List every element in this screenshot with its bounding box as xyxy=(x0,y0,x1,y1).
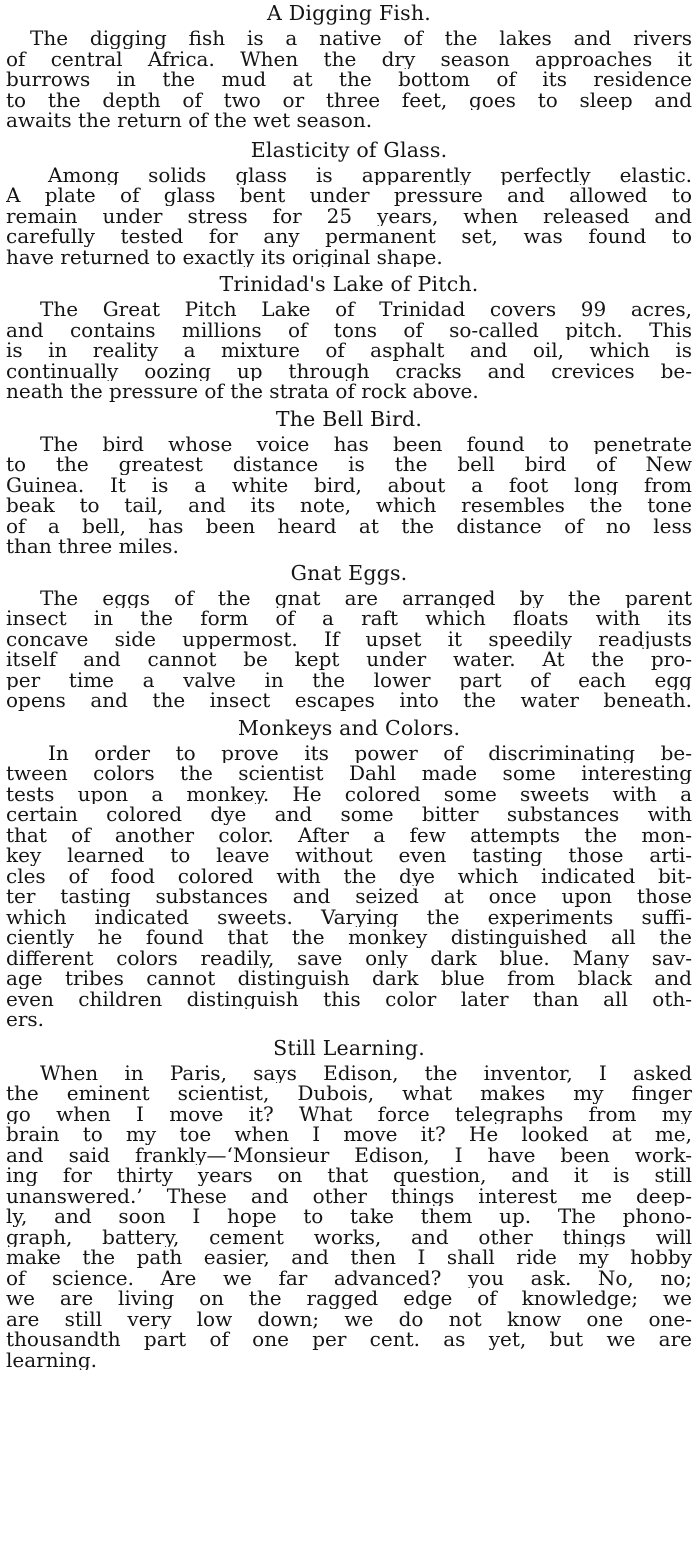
text-line: go when I move it? What force telegraphs from my xyxy=(6,1103,692,1124)
text-line: key learned to leave without even tasting those arti- xyxy=(6,845,692,866)
article-elasticity-of-glass xyxy=(6,139,692,268)
article-title: Still Learning. xyxy=(273,1035,425,1060)
text-line: to the depth of two or three feet, goes to sleep and xyxy=(6,89,692,110)
text-line: awaits the return of the wet season. xyxy=(6,110,373,131)
text-line: we are living on the ragged edge of knowledge; we xyxy=(6,1288,692,1309)
text-line: of science. Are we far advanced? you ask. No, no; xyxy=(6,1267,692,1288)
text-line: ers. xyxy=(6,1009,45,1030)
text-line: than three miles. xyxy=(6,536,179,557)
text-line: concave side uppermost. If upset it speedily readjusts xyxy=(6,628,692,649)
article-title: A Digging Fish. xyxy=(267,1,431,25)
article-title: Gnat Eggs. xyxy=(290,560,408,585)
article-still-learning xyxy=(6,1037,692,1371)
text-line: is in reality a mixture of asphalt and oil, which is xyxy=(6,340,692,361)
text-line: different colors readily, save only dark blue. Many sav- xyxy=(6,947,692,968)
text-line: the eminent scientist, Dubois, what makes my finger xyxy=(6,1083,692,1104)
article-body xyxy=(6,28,692,131)
text-line: tests upon a monkey. He colored some sweets with a xyxy=(6,783,692,804)
article-body xyxy=(6,1063,692,1371)
text-line: certain colored dye and some bitter substances with xyxy=(6,804,692,825)
text-line: The bird whose voice has been found to penetrate xyxy=(40,433,692,454)
newspaper-column xyxy=(6,0,692,1370)
text-line: The digging fish is a native of the lakes and rivers xyxy=(30,28,692,49)
text-line: thousandth part of one per cent. as yet, but we are xyxy=(6,1329,692,1350)
text-line: The eggs of the gnat are arranged by the parent xyxy=(40,587,692,608)
text-line: and said frankly—‘Monsieur Edison, I have been work- xyxy=(6,1144,692,1165)
text-line: remain under stress for 25 years, when released and xyxy=(6,205,692,226)
text-line: unanswered.’ These and other things interest me deep- xyxy=(6,1185,692,1206)
text-line: and contains millions of tons of so-called pitch. This xyxy=(6,319,692,340)
text-line: Among solids glass is apparently perfectly elastic. xyxy=(48,164,692,185)
article-body xyxy=(6,165,692,268)
text-line: In order to prove its power of discriminating be- xyxy=(48,742,692,763)
article-title: Monkeys and Colors. xyxy=(237,715,461,740)
text-line: per time a valve in the lower part of each egg xyxy=(6,669,692,690)
article-title: Trinidad's Lake of Pitch. xyxy=(219,272,479,296)
text-line: continually oozing up through cracks and crevices be- xyxy=(6,360,692,381)
text-line: ing for thirty years on that question, and it is still xyxy=(6,1165,692,1186)
article-bell-bird xyxy=(6,408,692,557)
text-line: itself and cannot be kept under water. At the pro- xyxy=(6,649,692,670)
text-line: beak to tail, and its note, which resembles the tone xyxy=(6,495,692,516)
text-line: have returned to exactly its original shape. xyxy=(6,246,443,267)
text-line: brain to my toe when I move it? He looked at me, xyxy=(6,1124,692,1145)
article-digging-fish xyxy=(6,2,692,131)
text-line: that of another color. After a few attempts the mon- xyxy=(6,824,692,845)
article-body xyxy=(6,299,692,402)
text-line: carefully tested for any permanent set, was found to xyxy=(6,226,692,247)
text-line: neath the pressure of the strata of rock above. xyxy=(6,381,479,402)
text-line: to the greatest distance is the bell bird of New xyxy=(6,454,692,475)
text-line: age tribes cannot distinguish dark blue from black and xyxy=(6,968,692,989)
text-line: tween colors the scientist Dahl made some interesting xyxy=(6,763,692,784)
text-line: insect in the form of a raft which floats with its xyxy=(6,608,692,629)
article-monkeys-and-colors xyxy=(6,717,692,1030)
text-line: burrows in the mud at the bottom of its residence xyxy=(6,69,692,90)
article-title: Elasticity of Glass. xyxy=(250,137,448,162)
text-line: learning. xyxy=(6,1349,98,1370)
article-gnat-eggs xyxy=(6,562,692,711)
article-body xyxy=(6,743,692,1030)
article-body xyxy=(6,434,692,557)
text-line: The Great Pitch Lake of Trinidad covers 99 acres, xyxy=(40,299,692,320)
text-line: make the path easier, and then I shall ride my hobby xyxy=(6,1247,692,1268)
text-line: Guinea. It is a white bird, about a foot long from xyxy=(6,474,692,495)
text-line: When in Paris, says Edison, the inventor, I asked xyxy=(40,1062,692,1083)
text-line: which indicated sweets. Varying the experiments suffi- xyxy=(6,906,692,927)
text-line: A plate of glass bent under pressure and allowed to xyxy=(6,185,692,206)
text-line: cles of food colored with the dye which indicated bit- xyxy=(6,865,692,886)
text-line: even children distinguish this color later than all oth- xyxy=(6,988,692,1009)
article-body xyxy=(6,588,692,711)
text-line: of a bell, has been heard at the distance of no less xyxy=(6,515,692,536)
text-line: ly, and soon I hope to take them up. The phono- xyxy=(6,1206,692,1227)
article-title: The Bell Bird. xyxy=(275,406,423,431)
text-line: of central Africa. When the dry season approaches it xyxy=(6,48,692,69)
text-line: graph, battery, cement works, and other things will xyxy=(6,1226,692,1247)
text-line: ter tasting substances and seized at once upon those xyxy=(6,886,692,907)
article-trinidad-lake-of-pitch xyxy=(6,273,692,402)
text-line: opens and the insect escapes into the water beneath. xyxy=(6,690,692,711)
text-line: are still very low down; we do not know one one- xyxy=(6,1308,692,1329)
text-line: ciently he found that the monkey distinguished all the xyxy=(6,927,692,948)
